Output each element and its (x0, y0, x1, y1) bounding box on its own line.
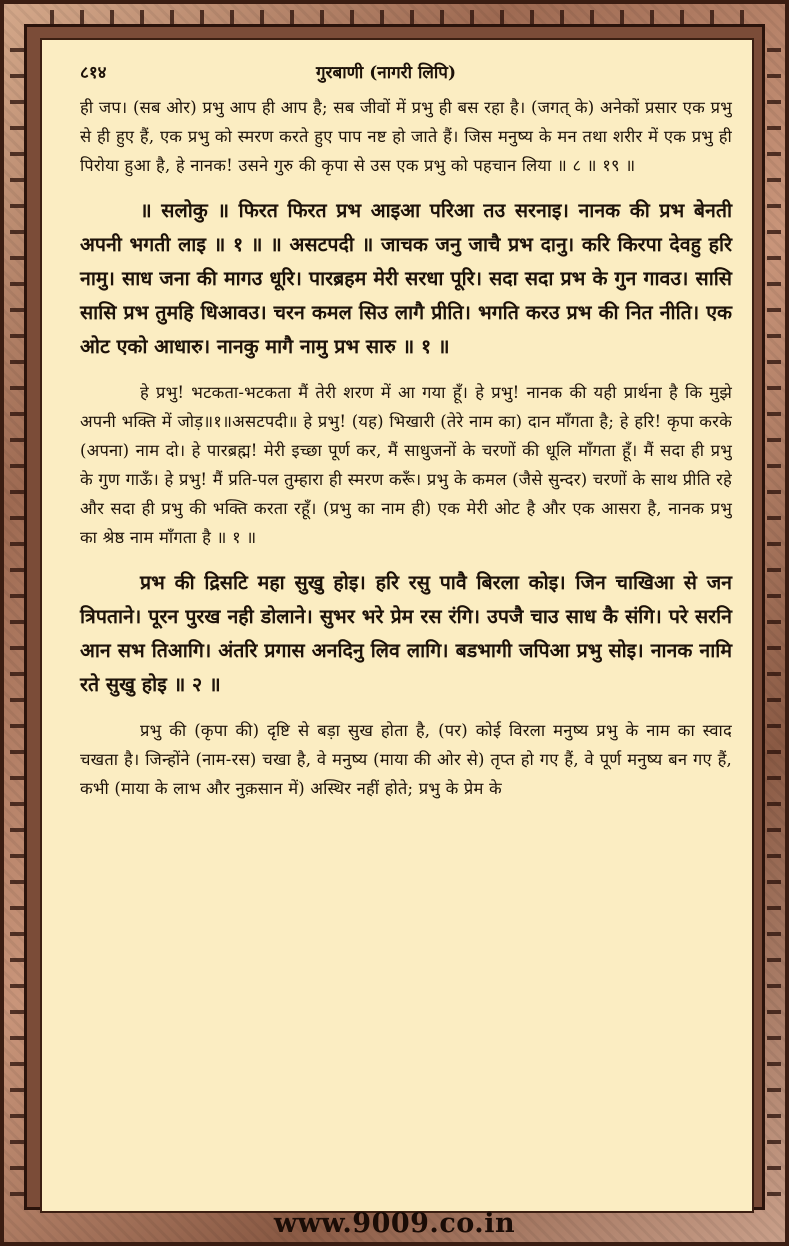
verse-paragraph-1: ॥ सलोकु ॥ फिरत फिरत प्रभ आइआ परिआ तउ सरनाइ। नानक की प्रभ बेनती अपनी भगती लाइ ॥ १ ॥ ॥ असटपदी ॥ जाचक जनु जाचै प्रभ दानु। करि किरपा देवहु हरि नामु। साध जना की मागउ धूरि। पारब्रहम मेरी सरधा पूरि। सदा सदा प्रभ के गुन गावउ। सासि सासि प्रभ तुमहि धिआवउ। चरन कमल सिउ लागै प्रीति। भगति करउ प्रभ की नित नीति। एक ओट एको आधारु। नानकु मागै नामु प्रभ सारु ॥ १ ॥ (80, 199, 732, 358)
commentary-paragraph-3: प्रभु की (कृपा की) दृष्टि से बड़ा सुख होता है, (पर) कोई विरला मनुष्य प्रभु के नाम का स्वाद चखता है। जिन्होंने (नाम-रस) चखा है, वे मनुष्य (माया की ओर से) तृप्त हो गए हैं, वे पूर्ण मनुष्य बन गए हैं, कभी (माया के लाभ और नुक़सान में) अस्थिर नहीं होते; प्रभु के प्रेम के (80, 721, 732, 798)
top-scroll-ornament (34, 10, 763, 24)
commentary-paragraph-1: ही जप। (सब ओर) प्रभु आप ही आप है; सब जीवों में प्रभु ही बस रहा है। (जगत् के) अनेकों प्रसार एक प्रभु से ही हुए हैं, एक प्रभु को स्मरण करते हुए पाप नष्ट हो जाते हैं। जिस मनुष्य के मन तथा शरीर में एक प्रभु ही पिरोया हुआ है, हे नानक! उसने गुरु की कृपा से उस एक प्रभु को पहचान लिया ॥ ८ ॥ १९ ॥ (80, 98, 732, 175)
page-header (80, 60, 732, 83)
verse-paragraph-2: प्रभ की द्रिसटि महा सुखु होइ। हरि रसु पावै बिरला कोइ। जिन चाखिआ से जन त्रिपताने। पूरन पुरख नही डोलाने। सुभर भरे प्रेम रस रंगि। उपजै चाउ साध कै संगि। परे सरनि आन सभ तिआगि। अंतरि प्रगास अनदिनु लिव लागि। बडभागी जपिआ प्रभु सोइ। नानक नामि रते सुखु होइ ॥ २ ॥ (80, 571, 732, 696)
page-title: गुरबाणी (नागरी लिपि) (315, 63, 456, 83)
page-number: ८१४ (80, 63, 107, 83)
right-scroll-ornament (767, 34, 781, 1214)
left-scroll-ornament (10, 34, 24, 1214)
commentary-paragraph-2: हे प्रभु! भटकता-भटकता मैं तेरी शरण में आ गया हूँ। हे प्रभु! नानक की यही प्रार्थना है कि मुझे अपनी भक्ति में जोड़॥१॥असटपदी॥ हे प्रभु! (यह) भिखारी (तेरे नाम का) दान माँगता है; हे हरि! कृपा करके (अपना) नाम दो। हे पारब्रह्म! मेरी इच्छा पूर्ण कर, मैं साधुजनों के चरणों की धूलि माँगता हूँ। मैं सदा ही प्रभु के गुण गाऊँ। हे प्रभु! मैं प्रति-पल तुम्हारा ही स्मरण करूँ। प्रभु के कमल (जैसे सुन्दर) चरणों के साथ प्रीति रहे और सदा ही प्रभु की भक्ति करता रहूँ। (प्रभु का नाम ही) एक मेरी ओट है और एक आसरा है, नानक प्रभु का श्रेष्ठ नाम माँगता है ॥ १ ॥ (80, 383, 732, 547)
footer-url: www.9009.co.in (273, 1208, 516, 1239)
page-sheet (40, 38, 754, 1213)
